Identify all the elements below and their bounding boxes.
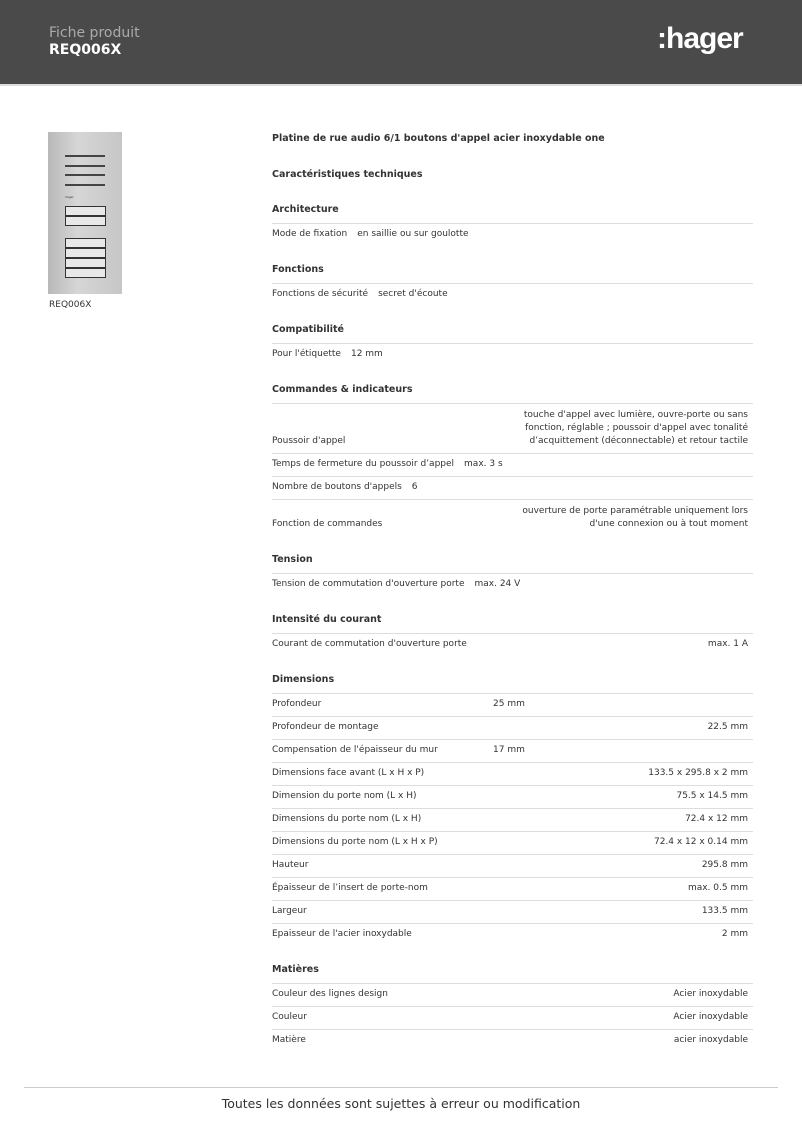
spec-row (272, 1029, 753, 1052)
spec-section (272, 553, 753, 596)
speaker-slot (65, 155, 105, 157)
spec-value: 25 mm (493, 699, 525, 709)
spec-row (272, 693, 753, 716)
section-heading: Fonctions (272, 264, 324, 275)
spec-label: Nombre de boutons d'appels (272, 482, 402, 492)
spec-value: acier inoxydable (673, 1035, 748, 1045)
spec-value: 295.8 mm (701, 860, 748, 870)
spec-value: 17 mm (493, 745, 525, 755)
spec-row (272, 900, 753, 923)
spec-value: ouverture de porte paramétrable uniquement lors d'une connexion ou à tout moment (522, 506, 748, 529)
speaker-slot (65, 184, 105, 186)
header-reference: REQ006X (49, 42, 122, 58)
call-button-graphic (65, 268, 106, 278)
spec-row (272, 716, 753, 739)
spec-row (272, 739, 753, 762)
spec-value: 12 mm (350, 349, 383, 359)
spec-value: Acier inoxydable (673, 1012, 748, 1022)
call-button-graphic (65, 238, 106, 248)
speaker-slot (65, 165, 105, 167)
spec-label: Dimensions du porte nom (L x H x P) (272, 837, 438, 847)
spec-content (272, 132, 753, 1052)
hager-logo: :hager (657, 22, 743, 55)
spec-row (272, 854, 753, 877)
spec-row (272, 223, 753, 246)
spec-section (272, 963, 753, 1052)
section-heading: Intensité du courant (272, 614, 382, 625)
spec-row (272, 877, 753, 900)
spec-subtitle: Caractéristiques techniques (272, 169, 423, 180)
spec-section (272, 613, 753, 656)
section-heading: Tension (272, 554, 313, 565)
spec-label: Épaisseur de l’insert de porte-nom (272, 883, 428, 893)
spec-label: Temps de fermeture du poussoir d’appel (272, 459, 455, 469)
spec-label: Fonctions de sécurité (272, 289, 369, 299)
spec-row (272, 808, 753, 831)
spec-value: touche d'appel avec lumière, ouvre-porte ou sans fonction, réglable ; poussoir d'appel avec tonalité d’acquittement (déconnectable) et retour tactile (523, 410, 748, 446)
spec-value: max. 3 s (464, 459, 503, 469)
section-heading: Matières (272, 964, 319, 975)
spec-label: Profondeur de montage (272, 722, 379, 732)
call-button-graphic (65, 248, 106, 258)
spec-value: max. 0.5 mm (687, 883, 748, 893)
spec-value: en saillie ou sur goulotte (357, 229, 469, 239)
header-kicker: Fiche produit (49, 25, 140, 41)
spec-label: Dimensions face avant (L x H x P) (272, 768, 425, 778)
spec-row (272, 831, 753, 854)
spec-row (272, 1006, 753, 1029)
call-button-graphic (65, 206, 106, 216)
spec-value: Acier inoxydable (673, 989, 748, 999)
spec-row (272, 785, 753, 808)
spec-value: max. 24 V (474, 579, 521, 589)
spec-section (272, 203, 753, 246)
spec-sections (272, 203, 753, 1052)
spec-label: Epaisseur de l'acier inoxydable (272, 929, 412, 939)
spec-row (272, 403, 753, 453)
spec-section (272, 323, 753, 366)
spec-label: Hauteur (272, 860, 309, 870)
section-heading: Dimensions (272, 674, 335, 685)
section-heading: Architecture (272, 204, 339, 215)
spec-label: Couleur des lignes design (272, 989, 388, 999)
spec-section (272, 383, 753, 536)
spec-label: Profondeur (272, 699, 322, 709)
spec-value: 133.5 x 295.8 x 2 mm (648, 768, 748, 778)
spec-value: 22.5 mm (707, 722, 748, 732)
spec-section (272, 263, 753, 306)
page-header (0, 0, 802, 86)
product-image (48, 132, 122, 294)
spec-value: 72.4 x 12 mm (685, 814, 748, 824)
spec-row (272, 343, 753, 366)
spec-row (272, 573, 753, 596)
spec-value: 75.5 x 14.5 mm (676, 791, 748, 801)
image-brand: hager (65, 195, 74, 199)
section-heading: Compatibilité (272, 324, 344, 335)
spec-label: Pour l'étiquette (272, 349, 341, 359)
spec-label: Poussoir d'appel (272, 436, 346, 446)
spec-label: Courant de commutation d'ouverture porte (272, 639, 467, 649)
footer-disclaimer: Toutes les données sont sujettes à erreur ou modification (221, 1096, 581, 1111)
spec-row (272, 453, 753, 476)
spec-label: Mode de fixation (272, 229, 348, 239)
footer-divider (24, 1087, 778, 1088)
product-title: Platine de rue audio 6/1 boutons d'appel acier inoxydable one (272, 133, 605, 144)
spec-value: 6 (411, 482, 418, 492)
spec-row (272, 283, 753, 306)
spec-row (272, 983, 753, 1006)
spec-label: Fonction de commandes (272, 519, 383, 529)
call-button-graphic (65, 216, 106, 226)
call-button-graphic (65, 258, 106, 268)
spec-row (272, 499, 753, 536)
spec-value: 133.5 mm (701, 906, 748, 916)
spec-label: Compensation de l'épaisseur du mur (272, 745, 438, 755)
spec-label: Dimensions du porte nom (L x H) (272, 814, 422, 824)
spec-label: Matière (272, 1035, 306, 1045)
spec-value: 2 mm (721, 929, 748, 939)
spec-value: max. 1 A (707, 639, 748, 649)
spec-label: Dimension du porte nom (L x H) (272, 791, 417, 801)
spec-section (272, 673, 753, 946)
section-heading: Commandes & indicateurs (272, 384, 413, 395)
product-caption: REQ006X (49, 300, 92, 310)
spec-label: Tension de commutation d'ouverture porte (272, 579, 465, 589)
spec-label: Couleur (272, 1012, 307, 1022)
speaker-slot (65, 174, 105, 176)
spec-row (272, 923, 753, 946)
spec-row (272, 762, 753, 785)
spec-row (272, 476, 753, 499)
spec-label: Largeur (272, 906, 307, 916)
spec-value: secret d'écoute (378, 289, 448, 299)
spec-value: 72.4 x 12 x 0.14 mm (653, 837, 748, 847)
spec-row (272, 633, 753, 656)
